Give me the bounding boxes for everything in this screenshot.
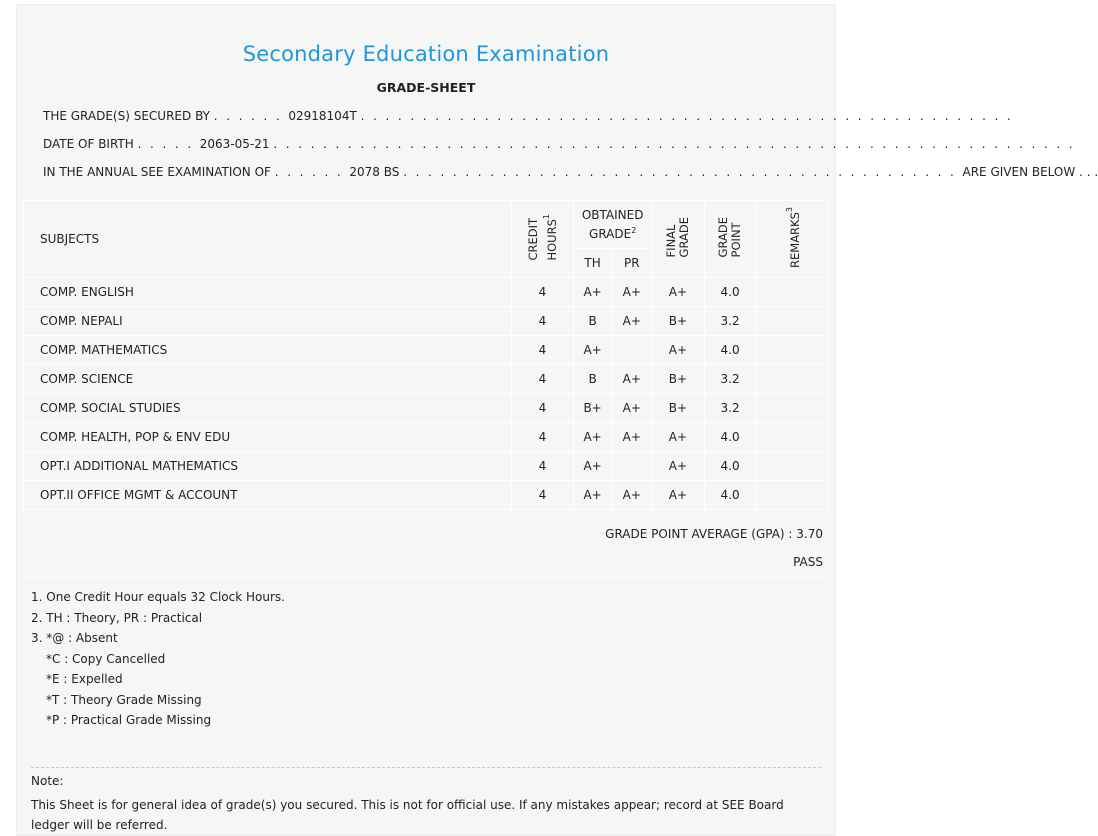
header-row-1 xyxy=(24,201,829,249)
exam-year: 2078 BS xyxy=(349,165,399,179)
note-text: This Sheet is for general idea of grade(s) you secured. This is not for official use. If any mistakes appear; record at SEE Board ledger will be referred. xyxy=(31,795,821,835)
grade-point: 4.0 xyxy=(704,452,756,481)
grade-point: 3.2 xyxy=(704,394,756,423)
table-row xyxy=(24,307,829,336)
remarks xyxy=(756,481,828,510)
table-row xyxy=(24,336,829,365)
remarks xyxy=(756,336,828,365)
grade-point: 3.2 xyxy=(704,365,756,394)
theory-grade: A+ xyxy=(574,481,612,510)
credit-hours: 4 xyxy=(511,278,573,307)
grade-point: 4.0 xyxy=(704,481,756,510)
note-heading: Note: xyxy=(31,774,63,788)
pr-header: PR xyxy=(612,249,652,278)
theory-grade: B+ xyxy=(574,394,612,423)
final-grade: A+ xyxy=(652,423,704,452)
final-grade: A+ xyxy=(652,278,704,307)
dashed-divider xyxy=(31,767,821,768)
table-row xyxy=(24,365,829,394)
remarks xyxy=(756,278,828,307)
credit-hours: 4 xyxy=(511,481,573,510)
grade-point-header: GRADE POINT xyxy=(704,201,756,278)
final-grade: B+ xyxy=(652,394,704,423)
th-header: TH xyxy=(574,249,612,278)
footnotes xyxy=(31,587,285,731)
divider xyxy=(23,509,829,510)
remarks xyxy=(756,452,828,481)
practical-grade: A+ xyxy=(612,307,652,336)
subject-name: COMP. SOCIAL STUDIES xyxy=(24,394,512,423)
subject-name: OPT.II OFFICE MGMT & ACCOUNT xyxy=(24,481,512,510)
credit-hours: 4 xyxy=(511,336,573,365)
credit-hours: 4 xyxy=(511,365,573,394)
final-grade: A+ xyxy=(652,452,704,481)
theory-grade: A+ xyxy=(574,336,612,365)
table-row xyxy=(24,481,829,510)
dob-line: DATE OF BIRTH . . . . . 2063-05-21 . . . . . . . . . . . . . . . . . . . . . . . . . . . . . . . . . . . . . . . . . . . . . . . . . . . . . . . . . . . . . . . . . xyxy=(43,137,1075,151)
exam-line: IN THE ANNUAL SEE EXAMINATION OF . . . . . . 2078 BS . . . . . . . . . . . . . . . . . . . . . . . . . . . . . . . . . . . . . . . . . . . . . ARE GIVEN BELOW . . . xyxy=(43,165,1098,179)
practical-grade: A+ xyxy=(612,365,652,394)
exam-tail: ARE GIVEN BELOW . . . xyxy=(963,165,1098,179)
theory-grade: A+ xyxy=(574,423,612,452)
remarks xyxy=(756,307,828,336)
secured-by-line: THE GRADE(S) SECURED BY . . . . . . 02918104T . . . . . . . . . . . . . . . . . . . . . . . . . . . . . . . . . . . . . . . . . . . . . . . . . . . . . xyxy=(43,109,1013,123)
symbol-number: 02918104T xyxy=(288,109,356,123)
practical-grade: A+ xyxy=(612,394,652,423)
footnote-credit-hour: 1. One Credit Hour equals 32 Clock Hours. xyxy=(31,587,285,608)
subject-name: COMP. ENGLISH xyxy=(24,278,512,307)
secured-by-label: THE GRADE(S) SECURED BY xyxy=(43,109,210,123)
subject-name: COMP. NEPALI xyxy=(24,307,512,336)
grades-table xyxy=(23,200,829,510)
final-grade: A+ xyxy=(652,481,704,510)
credit-hours: 4 xyxy=(511,394,573,423)
credit-hours: 4 xyxy=(511,307,573,336)
footnote-expelled: *E : Expelled xyxy=(31,669,285,690)
final-grade: B+ xyxy=(652,307,704,336)
theory-grade: B xyxy=(574,365,612,394)
remarks-header: REMARKS$^3$ xyxy=(756,201,828,278)
grade-sheet-heading: GRADE-SHEET xyxy=(17,80,835,95)
practical-grade xyxy=(612,336,652,365)
subjects-header: SUBJECTS xyxy=(24,201,512,278)
credit-hours: 4 xyxy=(511,452,573,481)
grade-point: 4.0 xyxy=(704,423,756,452)
theory-grade: B xyxy=(574,307,612,336)
grade-sheet-panel xyxy=(16,4,836,836)
credit-hours-header: CREDIT HOURS$^1$ xyxy=(511,201,573,278)
subject-name: OPT.I ADDITIONAL MATHEMATICS xyxy=(24,452,512,481)
theory-grade: A+ xyxy=(574,452,612,481)
remarks xyxy=(756,394,828,423)
obtained-grade-header: OBTAINED GRADE$^2$ xyxy=(574,201,652,249)
table-row xyxy=(24,394,829,423)
subject-name: COMP. MATHEMATICS xyxy=(24,336,512,365)
practical-grade: A+ xyxy=(612,481,652,510)
remarks xyxy=(756,423,828,452)
table-row xyxy=(24,278,829,307)
table-row xyxy=(24,423,829,452)
gpa-value: GRADE POINT AVERAGE (GPA) : 3.70 xyxy=(605,527,823,541)
result-status: PASS xyxy=(793,555,823,569)
exam-label: IN THE ANNUAL SEE EXAMINATION OF xyxy=(43,165,271,179)
subject-name: COMP. HEALTH, POP & ENV EDU xyxy=(24,423,512,452)
final-grade: A+ xyxy=(652,336,704,365)
table-row xyxy=(24,452,829,481)
footnote-copy-cancelled: *C : Copy Cancelled xyxy=(31,649,285,670)
page-title: Secondary Education Examination xyxy=(17,42,835,66)
dob-value: 2063-05-21 xyxy=(200,137,270,151)
practical-grade xyxy=(612,452,652,481)
footnote-practical-missing: *P : Practical Grade Missing xyxy=(31,710,285,731)
practical-grade: A+ xyxy=(612,278,652,307)
remarks xyxy=(756,365,828,394)
divider xyxy=(23,577,829,578)
credit-hours: 4 xyxy=(511,423,573,452)
subject-name: COMP. SCIENCE xyxy=(24,365,512,394)
final-grade: B+ xyxy=(652,365,704,394)
theory-grade: A+ xyxy=(574,278,612,307)
grade-point: 3.2 xyxy=(704,307,756,336)
footnote-th-pr: 2. TH : Theory, PR : Practical xyxy=(31,608,285,629)
grade-point: 4.0 xyxy=(704,336,756,365)
footnote-theory-missing: *T : Theory Grade Missing xyxy=(31,690,285,711)
final-grade-header: FINAL GRADE xyxy=(652,201,704,278)
footnote-absent: 3. *@ : Absent xyxy=(31,628,285,649)
grade-point: 4.0 xyxy=(704,278,756,307)
dob-label: DATE OF BIRTH xyxy=(43,137,134,151)
practical-grade: A+ xyxy=(612,423,652,452)
